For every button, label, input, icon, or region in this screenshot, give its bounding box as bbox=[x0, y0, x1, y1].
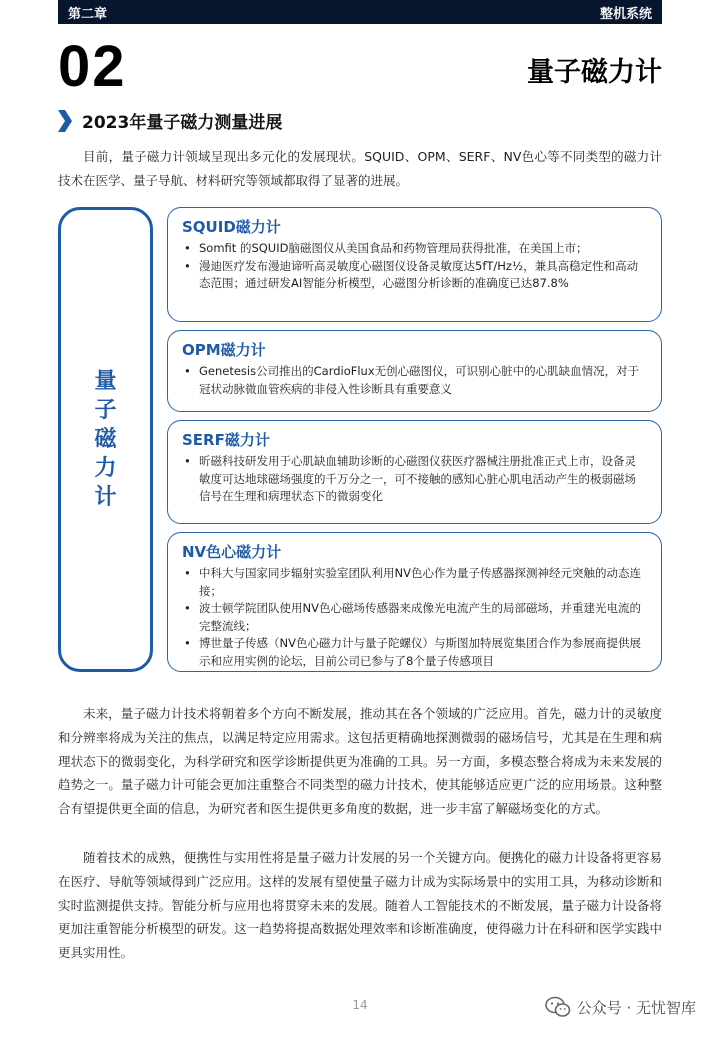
card-title: OPM磁力计 bbox=[182, 341, 266, 359]
list-item: • Genetesis公司推出的CardioFlux无创心磁图仪，可识别心脏中的心肌缺血情况，对于冠状动脉微血管疾病的非侵入性诊断具有重要意义 bbox=[182, 363, 647, 398]
card-title: NV色心磁力计 bbox=[182, 543, 282, 561]
page-number: 14 bbox=[352, 998, 368, 1012]
list-item: • 中科大与国家同步辐射实验室团队利用NV色心作为量子传感器探测神经元突触的动态连接； bbox=[182, 565, 647, 600]
list-item: • 波士顿学院团队使用NV色心磁场传感器来成像光电流产生的局部磁场，并重建光电流的完整流线； bbox=[182, 600, 647, 635]
section-title: 2023年量子磁力测量进展 bbox=[82, 113, 283, 133]
card-serf bbox=[167, 420, 662, 524]
list-item: • 昕磁科技研发用于心肌缺血辅助诊断的心磁图仪获医疗器械注册批准正式上市，设备灵敏度可达地球磁场强度的千万分之一，可不接触的感知心脏心肌电活动产生的极弱磁场信号在生理和病理状态下的微弱变化 bbox=[182, 453, 647, 506]
intro-paragraph: 目前，量子磁力计领域呈现出多元化的发展现状。SQUID、OPM、SERF、NV色心等不同类型的磁力计技术在医学、量子导航、材料研究等领域都取得了显著的进展。 bbox=[58, 149, 662, 188]
section-heading bbox=[58, 108, 282, 133]
list-item: • Somfit 的SQUID脑磁图仪从美国食品和药物管理局获得批准，在美国上市； bbox=[182, 240, 647, 258]
body-paragraph: 随着技术的成熟，便携性与实用性将是量子磁力计发展的另一个关键方向。便携化的磁力计设备将更容易在医疗、导航等领域得到广泛应用。这样的发展有望使量子磁力计成为实际场景中的实用工具，为移动诊断和实时监测提供支持。智能分析与应用也将贯穿未来的发展。随着人工智能技术的不断发展，量子磁力计设备将更加注重智能分析模型的研发。这一趋势将提高数据处理效率和诊断准确度，使得磁力计在科研和医学实践中更具实用性。 bbox=[58, 850, 662, 961]
watermark bbox=[545, 996, 696, 1018]
card-squid bbox=[167, 207, 662, 322]
chapter-number: 02 bbox=[58, 34, 127, 99]
header-bar bbox=[58, 0, 662, 24]
card-title: SERF磁力计 bbox=[182, 431, 270, 449]
wechat-icon bbox=[545, 996, 571, 1018]
header-chapter: 第二章 bbox=[68, 6, 108, 22]
header-section: 整机系统 bbox=[599, 6, 652, 22]
list-item: • 博世量子传感（NV色心磁力计与量子陀螺仪）与斯图加特展览集团合作为参展商提供展示和应用实例的论坛，目前公司已参与了8个量子传感项目 bbox=[182, 635, 647, 670]
card-title: SQUID磁力计 bbox=[182, 218, 281, 236]
chevron-right-icon bbox=[58, 110, 72, 132]
side-label-box bbox=[58, 207, 153, 672]
card-nv bbox=[167, 532, 662, 672]
list-item: • 漫迪医疗发布漫迪谛听高灵敏度心磁图仪设备灵敏度达5fT/Hz½，兼具高稳定性和高动态范围；通过研发AI智能分析模型，心磁图分析诊断的准确度已达87.8% bbox=[182, 258, 647, 293]
card-opm bbox=[167, 330, 662, 412]
side-label: 量子磁力计 bbox=[94, 369, 117, 510]
body-paragraph: 未来，量子磁力计技术将朝着多个方向不断发展，推动其在各个领域的广泛应用。首先，磁力计的灵敏度和分辨率将成为关注的焦点，以满足特定应用需求。这包括更精确地探测微弱的磁场信号，尤其是在生理和病理状态下的微弱变化，为科学研究和医学诊断提供更为准确的工具。另一方面，多模态整合将成为未来发展的趋势之一。量子磁力计可能会更加注重整合不同类型的磁力计技术，使其能够适应更广泛的应用场景。这种整合有望提供更全面的信息，为研究者和医生提供更多角度的数据，进一步丰富了解磁场变化的方式。 bbox=[58, 706, 662, 817]
chapter-title: 量子磁力计 bbox=[527, 57, 662, 88]
watermark-text: 公众号 · 无忧智库 bbox=[576, 998, 696, 1017]
